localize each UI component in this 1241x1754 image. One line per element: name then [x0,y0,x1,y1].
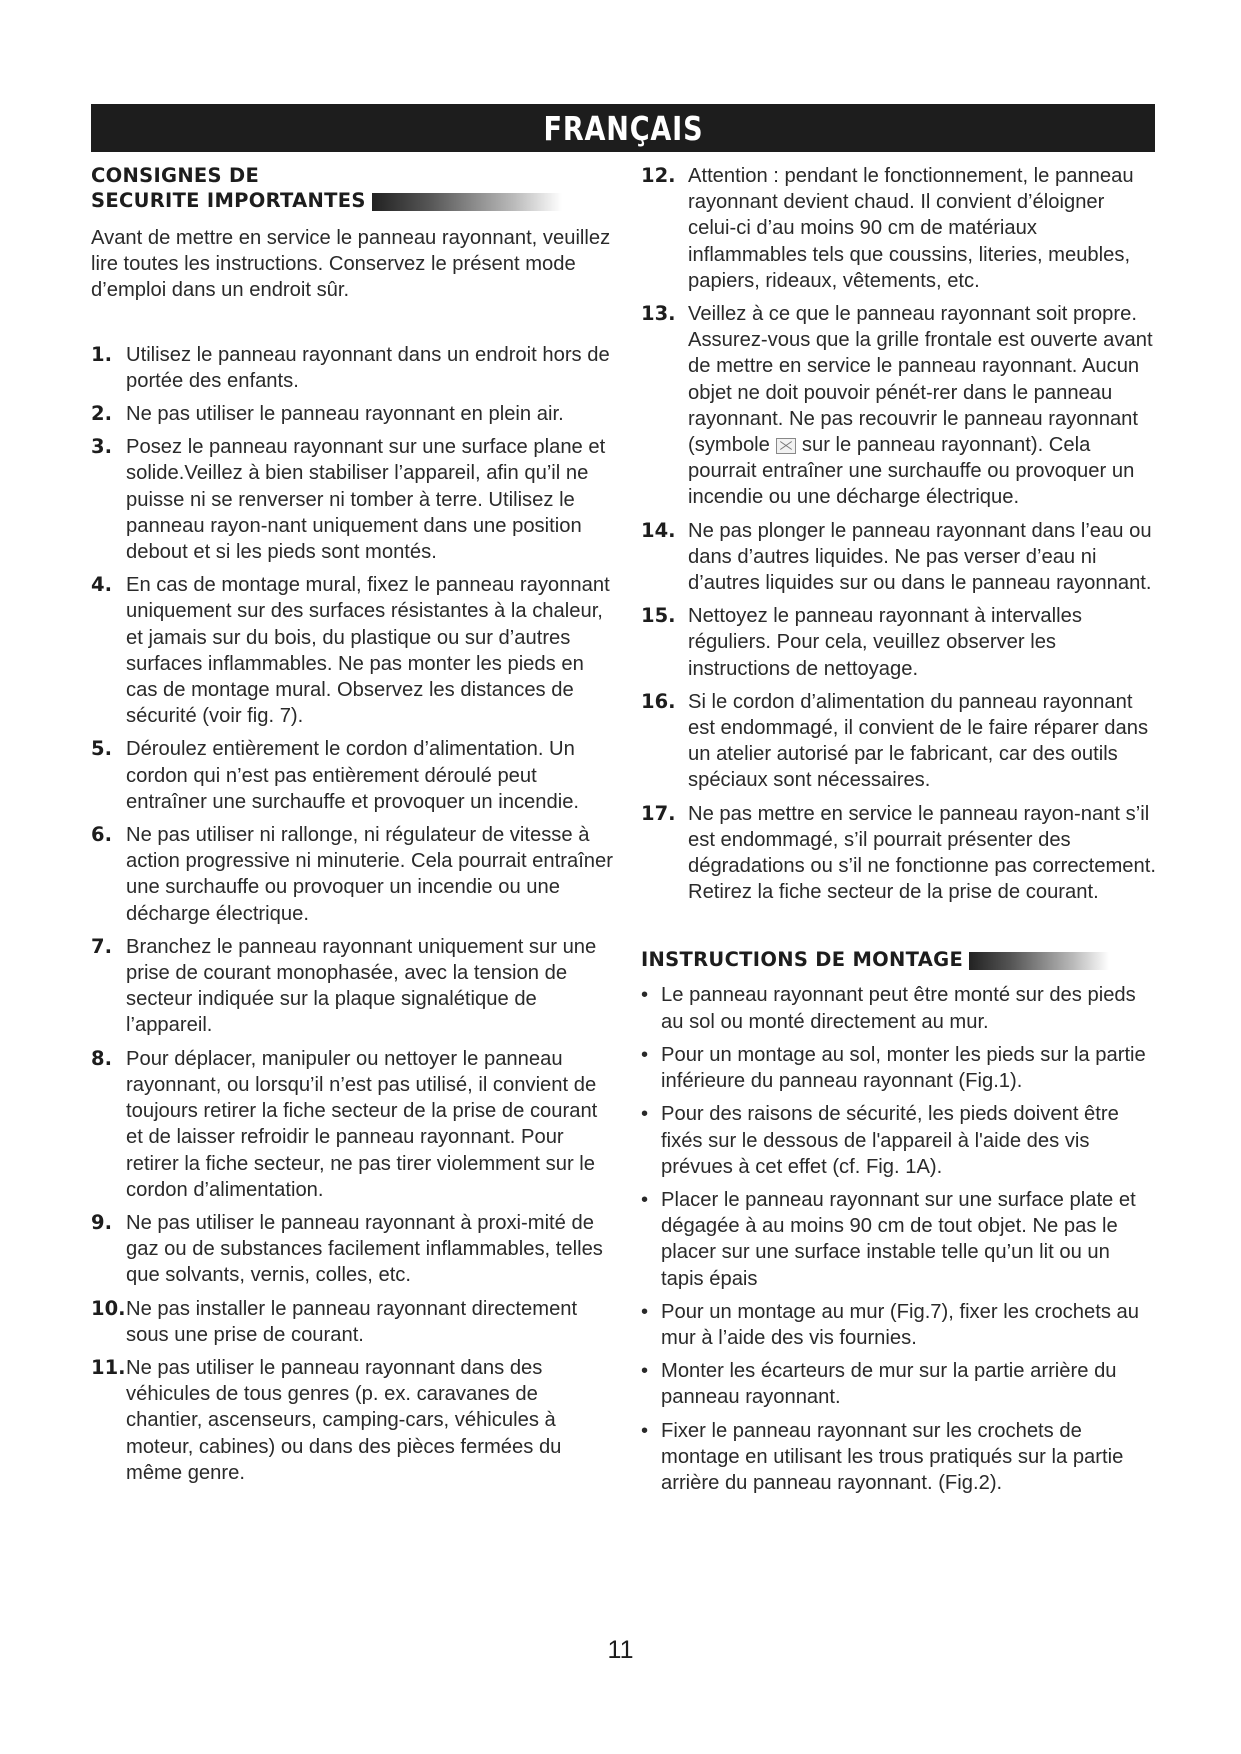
list-item-text: En cas de montage mural, fixez le panneau rayonnant uniquement sur des surfaces résistantes à la chaleur, et jamais sur du bois, du plastique ou sur d’autres surfaces inflammables. Ne pas monter les pieds en cas de montage mural. Observez les distances de sécurité (voir fig. 7). [126,574,610,728]
list-item-number: 10. [91,1296,126,1320]
bullet-text: Monter les écarteurs de mur sur la partie arrière du panneau rayonnant. [661,1360,1117,1409]
list-item [641,301,1156,511]
list-item-number: 6. [91,823,112,847]
bullet-item [641,1299,1156,1351]
list-item-number: 2. [91,402,112,426]
language-banner [91,104,1155,152]
list-item-text [688,301,1156,511]
list-item-number: 7. [91,934,112,958]
bullet-dot: • [641,1043,649,1066]
bullet-item [641,1042,1156,1094]
montage-heading-row [641,947,1156,972]
list-item [91,1296,616,1348]
list-item-number: 8. [91,1046,112,1070]
list-item-number: 11. [91,1355,126,1379]
bullet-text: Placer le panneau rayonnant sur une surface plate et dégagée à au moins 90 cm de tout objet. Ne pas le placer sur une surface instable telle qu’un lit ou un tapis épais [661,1188,1136,1290]
list-item [91,822,616,927]
list-item [641,518,1156,597]
list-item-text: Si le cordon d’alimentation du panneau rayonnant est endommagé, il convient de le faire réparer dans un atelier autorisé par le fabricant, car des outils spéciaux sont nécessaires. [688,690,1149,792]
bullet-dot: • [641,984,649,1007]
language-banner-title: FRANÇAIS [543,108,703,148]
list-item [641,801,1156,906]
bullet-dot: • [641,1419,649,1442]
list-item-number: 9. [91,1210,112,1234]
list-item-text: Utilisez le panneau rayonnant dans un endroit hors de portée des enfants. [126,343,610,392]
list-item-text: Déroulez entièrement le cordon d’alimentation. Un cordon qui n’est pas entièrement déroulé peut entraîner une surchauffe et provoquer un incendie. [126,738,580,813]
list-item-text: Ne pas utiliser le panneau rayonnant en plein air. [126,403,564,426]
list-item [91,1046,616,1203]
list-item [91,1355,616,1486]
list-item-number: 3. [91,435,112,459]
list-item [641,689,1156,794]
list-item [91,342,616,394]
heading-gradient-bar [969,952,1109,970]
list-item-number: 14. [641,518,676,542]
left-column [91,163,616,1493]
list-item-text: Ne pas utiliser ni rallonge, ni régulateur de vitesse à action progressive ni minuterie. Cela pourrait entraîner une surchauffe ou provoquer un incendie ou une décharge électrique. [126,824,613,925]
list-item-number: 17. [641,801,676,825]
list-item [91,934,616,1039]
list-item-number: 15. [641,604,676,628]
page-number: 11 [607,1636,634,1664]
bullet-dot: • [641,1103,649,1126]
list-item-number: 12. [641,164,676,187]
bullet-item [641,1101,1156,1180]
bullet-item [641,1358,1156,1410]
do-not-cover-symbol-icon [776,438,796,454]
list-item [641,163,1156,294]
list-item-text-part1: Veillez à ce que le panneau rayonnant soit propre. Assurez-vous que la grille frontale est ouverte avant de mettre en service le panneau rayonnant. Aucun objet ne doit pouvoir pénét-rer dans le panneau rayonnant. Ne pas recouvrir le panneau rayonnant (symbole [688,303,1153,457]
list-item-number: 5. [91,737,112,761]
safety-intro: Avant de mettre en service le panneau rayonnant, veuillez lire toutes les instructions. Conservez le présent mode d’emploi dans un endroit sûr. [91,227,611,302]
bullet-item [641,1187,1156,1292]
bullet-text: Pour un montage au sol, monter les pieds sur la partie inférieure du panneau rayonnant (Fig.1). [661,1043,1146,1093]
safety-heading [91,163,616,213]
list-item [91,736,616,815]
bullet-dot: • [641,1188,649,1211]
safety-heading-line1: CONSIGNES DE [91,164,260,187]
list-item [91,572,616,729]
bullet-text: Pour des raisons de sécurité, les pieds doivent être fixés sur le dessous de l'appareil à l'aide des vis prévues à cet effet (cf. Fig. 1A). [661,1103,1119,1178]
bullet-text: Le panneau rayonnant peut être monté sur des pieds au sol ou monté directement au mur. [661,984,1136,1033]
list-item-text: Nettoyez le panneau rayonnant à intervalles réguliers. Pour cela, veuillez observer les instructions de nettoyage. [688,605,1082,680]
list-item-text: Ne pas plonger le panneau rayonnant dans l’eau ou dans d’autres liquides. Ne pas verser d’eau ni d’autres liquides sur ou dans le panneau rayonnant. [688,519,1152,595]
list-item-text: Ne pas mettre en service le panneau rayon-nant s’il est endommagé, s’il pourrait présenter des dégradations ou s’il ne fonctionne pas correctement. Retirez la fiche secteur de la prise de courant. [688,802,1156,904]
heading-gradient-bar [372,193,562,211]
list-item-number: 1. [91,342,112,366]
list-item-text-part2: sur le panneau rayonnant). Cela pourrait entraîner une surchauffe ou provoquer un incendie ou une décharge électrique. [688,434,1135,509]
bullet-item [641,1418,1156,1497]
montage-heading: INSTRUCTIONS DE MONTAGE [641,948,964,972]
list-item-text: Attention : pendant le fonctionnement, le panneau rayonnant devient chaud. Il convient d’éloigner celui-ci d’au moins 90 cm de matériaux inflammables tels que coussins, literies, meubles, papiers, rideaux, vêtements, etc. [688,165,1134,292]
list-item [91,434,616,565]
bullet-dot: • [641,1360,649,1383]
list-item-number: 16. [641,689,676,713]
list-item-text: Pour déplacer, manipuler ou nettoyer le panneau rayonnant, ou lorsqu’il n’est pas utilisé, il convient de toujours retirer la fiche secteur de la prise de courant et de laisser refroidir le panneau rayonnant. Pour retirer la fiche secteur, ne pas tirer violemment sur le cordon d’alimentation. [126,1047,598,1201]
list-item [91,401,616,427]
bullet-text: Fixer le panneau rayonnant sur les crochets de montage en utilisant les trous pratiqués sur la partie arrière du panneau rayonnant. (Fig.2). [661,1419,1124,1494]
bullet-text: Pour un montage au mur (Fig.7), fixer les crochets au mur à l’aide des vis fournies. [661,1300,1139,1349]
safety-heading-line2-row [91,188,616,213]
bullet-dot: • [641,1300,649,1323]
list-item-number: 4. [91,573,112,597]
safety-heading-line2: SECURITE IMPORTANTES [91,189,366,212]
list-item-text: Ne pas installer le panneau rayonnant directement sous une prise de courant. [126,1297,578,1346]
bullet-item [641,982,1156,1034]
list-item-text: Ne pas utiliser le panneau rayonnant dans des véhicules de tous genres (p. ex. caravanes de chantier, ascenseurs, camping-cars, véhicules à moteur, cabines) ou dans des pièces fermées du même genre. [126,1356,562,1484]
list-item-text: Ne pas utiliser le panneau rayonnant à proxi-mité de gaz ou de substances facilement inflammables, telles que solvants, vernis, colles, etc. [126,1211,603,1287]
list-item-text: Posez le panneau rayonnant sur une surface plane et solide.Veillez à bien stabiliser l’appareil, afin qu’il ne puisse ni se renverser ni tomber à terre. Utilisez le panneau rayon-nant uniquement dans une position debout et si les pieds sont montés. [126,436,606,564]
list-item-text: Branchez le panneau rayonnant uniquement sur une prise de courant monophasée, avec la tension de secteur indiquée sur la plaque signalétique de l’appareil. [126,935,597,1037]
right-column [641,163,1156,1503]
list-item-number: 13. [641,302,676,326]
list-item [641,603,1156,682]
list-item [91,1210,616,1289]
